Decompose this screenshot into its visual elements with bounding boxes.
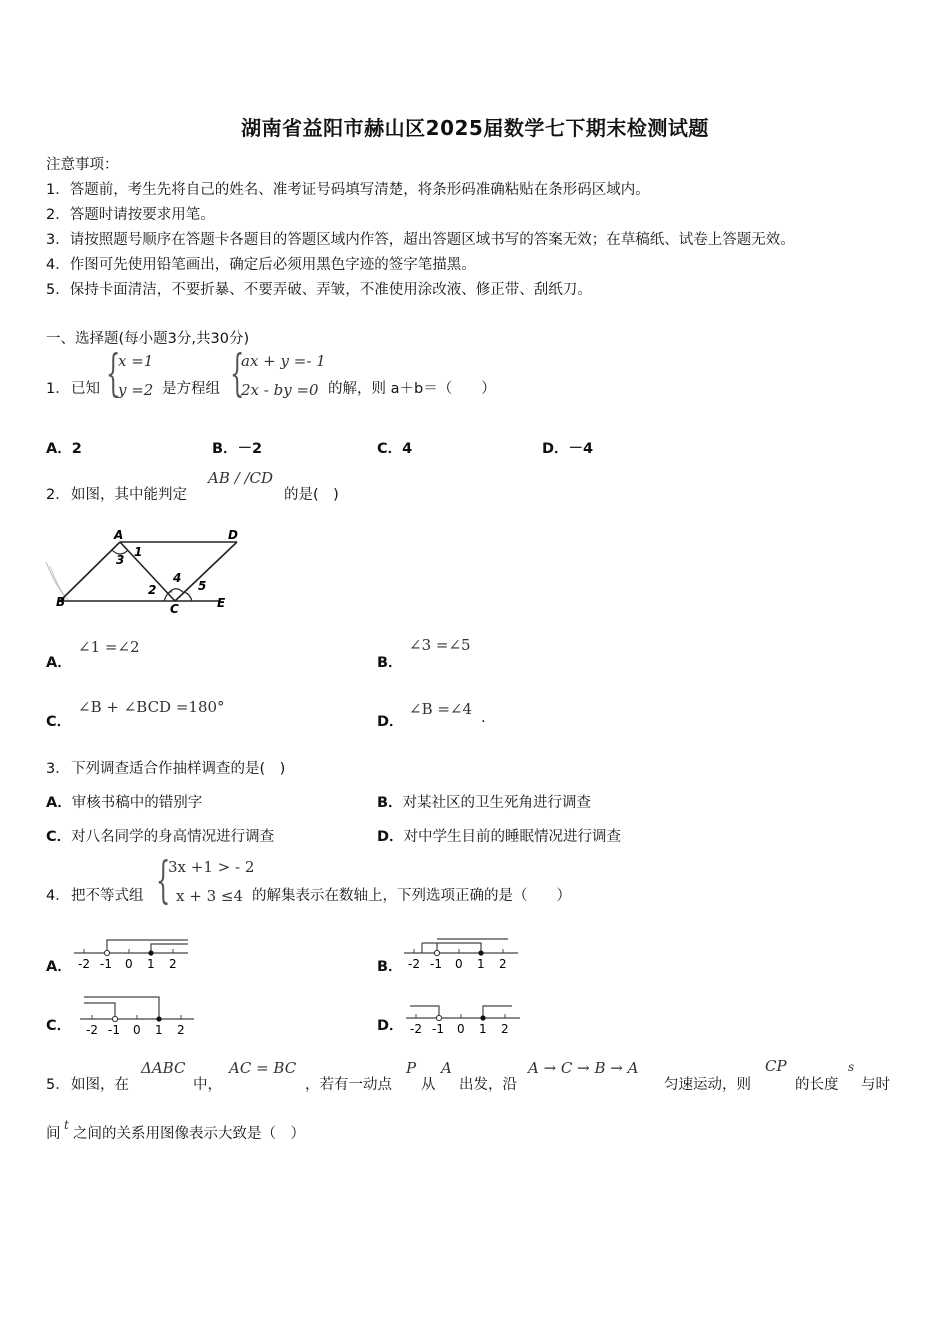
q4-system-eq2: x + 3 ≤4: [176, 887, 243, 905]
q2-option-a-label[interactable]: A．: [46, 655, 72, 671]
open-point: [434, 950, 439, 955]
closed-point: [480, 1015, 485, 1020]
q4-option-b-label[interactable]: B．: [377, 959, 403, 975]
notice-item: 2．答题时请按要求用笔。: [46, 207, 215, 223]
q3-number: 3．: [46, 761, 70, 777]
tick-label: -1: [108, 1023, 120, 1037]
q5-math: CP: [765, 1057, 787, 1075]
q2-option-b-math: ∠3 =∠5: [409, 636, 471, 654]
q2-option-d-label[interactable]: D．: [377, 714, 404, 730]
tick-label: -2: [86, 1023, 98, 1037]
q5-text: 出发，沿: [459, 1077, 517, 1093]
tick-label: 1: [479, 1022, 487, 1036]
tick-label: 2: [501, 1022, 509, 1036]
tick-label: 1: [477, 957, 485, 971]
tick-label: 1: [147, 957, 155, 971]
solution-bracket: [84, 997, 159, 1019]
q5-text: 与时: [861, 1077, 890, 1093]
q5-math: AC = BC: [229, 1059, 297, 1077]
angle-arc: [168, 589, 184, 594]
q1-option-b[interactable]: B．－2: [212, 441, 263, 457]
q4-option-a-label[interactable]: A．: [46, 959, 72, 975]
q5-math: t: [64, 1118, 69, 1132]
q3-option-c[interactable]: C．对八名同学的身高情况进行调查: [46, 829, 275, 845]
tick-label: -2: [408, 957, 420, 971]
q3-option-d[interactable]: D．对中学生目前的睡眠情况进行调查: [377, 829, 622, 845]
label-angle-2: 2: [148, 583, 157, 597]
q5-math: A: [441, 1059, 452, 1077]
q1-system2-eq1: ax + y =- 1: [241, 352, 326, 370]
label-b: B: [56, 595, 66, 609]
q5-text: 中，: [193, 1077, 222, 1093]
q4-option-c-label[interactable]: C．: [46, 1018, 72, 1034]
q5-math: A → C → B → A: [528, 1059, 639, 1077]
q4-number: 4．: [46, 888, 70, 904]
q5-math: P: [406, 1059, 417, 1077]
q4-system-eq1: 3x +1 > - 2: [168, 858, 255, 876]
q2-number: 2．: [46, 487, 70, 503]
notice-item: 3．请按照题号顺序在答题卡各题目的答题区域内作答，超出答题区域书写的答案无效；在草稿纸、试卷上答题无效。: [46, 232, 795, 248]
brace-icon: {: [156, 851, 171, 909]
q2-option-c-math: ∠B + ∠BCD =180°: [78, 698, 225, 716]
notice-item: 4．作图可先使用铅笔画出，确定后必须用黑色字迹的签字笔描黑。: [46, 257, 476, 273]
tick-label: 0: [455, 957, 463, 971]
tick-label: -2: [78, 957, 90, 971]
angle-arc: [184, 592, 192, 601]
solution-bracket: [410, 1006, 439, 1018]
closed-point: [148, 950, 153, 955]
brace-icon: {: [106, 344, 121, 402]
q3-option-a[interactable]: A．审核书稿中的错别字: [46, 795, 203, 811]
notice-heading: 注意事项：: [46, 157, 119, 173]
q2-text-pre: 如图，其中能判定: [71, 487, 187, 503]
q2-math: AB / /CD: [208, 469, 274, 487]
q4-option-d-label[interactable]: D．: [377, 1018, 404, 1034]
closed-point: [478, 950, 483, 955]
notice-item: 1．答题前，考生先将自己的姓名、准考证号码填写清楚，将条形码准确粘贴在条形码区域内。: [46, 182, 650, 198]
q2-text-post: 的是( ): [284, 487, 339, 503]
label-angle-5: 5: [198, 579, 207, 593]
solution-bracket: [84, 1003, 115, 1019]
solution-bracket: [483, 1006, 512, 1018]
tick-label: 0: [133, 1023, 141, 1037]
label-d: D: [228, 528, 238, 542]
page-title: 湖南省益阳市赫山区2025届数学七下期末检测试题: [241, 116, 709, 140]
q5-text: 之间的关系用图像表示大致是（ ）: [73, 1126, 305, 1142]
line-ab: [60, 542, 120, 601]
open-point: [104, 950, 109, 955]
q5-text: 的长度: [795, 1077, 839, 1093]
q1-option-d[interactable]: D．－4: [542, 441, 594, 457]
label-a: A: [114, 528, 124, 542]
q3-stem: 下列调查适合作抽样调查的是( ): [71, 761, 286, 777]
q1-text-post: 的解，则 a＋b＝（ ）: [328, 381, 496, 397]
tick-label: 2: [177, 1023, 185, 1037]
tick-label: -2: [410, 1022, 422, 1036]
q2-option-a-math: ∠1 =∠2: [78, 638, 140, 656]
q5-text: 间: [46, 1126, 61, 1142]
q5-number: 5．: [46, 1077, 70, 1093]
tick-label: 2: [169, 957, 177, 971]
q1-text-mid: 是方程组: [162, 381, 220, 397]
q1-option-c[interactable]: C．4: [377, 441, 413, 457]
tick-label: -1: [430, 957, 442, 971]
tick-label: 0: [457, 1022, 465, 1036]
closed-point: [156, 1016, 161, 1021]
brace-icon: {: [230, 344, 245, 402]
q5-text: 匀速运动，则: [664, 1077, 751, 1093]
q3-option-b[interactable]: B．对某社区的卫生死角进行调查: [377, 795, 592, 811]
q2-option-b-label[interactable]: B．: [377, 655, 403, 671]
q4-option-a-number-line[interactable]: [70, 934, 195, 974]
q1-system2-eq2: 2x - by =0: [241, 381, 319, 399]
q5-text: 从: [421, 1077, 436, 1093]
q1-system1-eq2: y =2: [118, 381, 154, 399]
open-point: [112, 1016, 117, 1021]
q5-text: 如图，在: [71, 1077, 129, 1093]
label-c: C: [170, 602, 179, 616]
q2-option-c-label[interactable]: C．: [46, 714, 72, 730]
q5-math: s: [848, 1060, 855, 1074]
label-angle-1: 1: [134, 545, 143, 559]
notice-item: 5．保持卡面清洁，不要折暴、不要弄破、弄皱，不准使用涂改液、修正带、刮纸刀。: [46, 282, 592, 298]
open-point: [436, 1015, 441, 1020]
q1-system1-eq1: x =1: [118, 352, 154, 370]
q1-number: 1．: [46, 381, 70, 397]
tick-label: -1: [432, 1022, 444, 1036]
q1-text-pre: 已知: [71, 381, 100, 397]
section-heading: 一、选择题(每小题3分,共30分): [46, 331, 250, 347]
q2-option-d-suffix: .: [481, 710, 486, 726]
label-angle-4: 4: [173, 571, 182, 585]
q4-text-post: 的解集表示在数轴上，下列选项正确的是（ ）: [252, 888, 571, 904]
solution-bracket: [151, 944, 188, 953]
q4-text-pre: 把不等式组: [71, 888, 144, 904]
q2-geometry-figure: [44, 526, 249, 616]
label-angle-3: 3: [116, 553, 125, 567]
tick-label: 2: [499, 957, 507, 971]
tick-label: 1: [155, 1023, 163, 1037]
q4-option-c-number-line[interactable]: [76, 993, 201, 1037]
q4-option-d-number-line[interactable]: [402, 998, 527, 1038]
label-e: E: [217, 596, 226, 610]
q5-text: ，若有一动点: [305, 1077, 392, 1093]
solution-bracket: [107, 940, 188, 953]
tick-label: -1: [100, 957, 112, 971]
q2-option-d-math: ∠B =∠4: [409, 700, 473, 718]
q1-option-a[interactable]: A．2: [46, 441, 82, 457]
q5-math: ΔABC: [141, 1059, 186, 1077]
tick-label: 0: [125, 957, 133, 971]
q4-option-b-number-line[interactable]: [400, 934, 525, 974]
